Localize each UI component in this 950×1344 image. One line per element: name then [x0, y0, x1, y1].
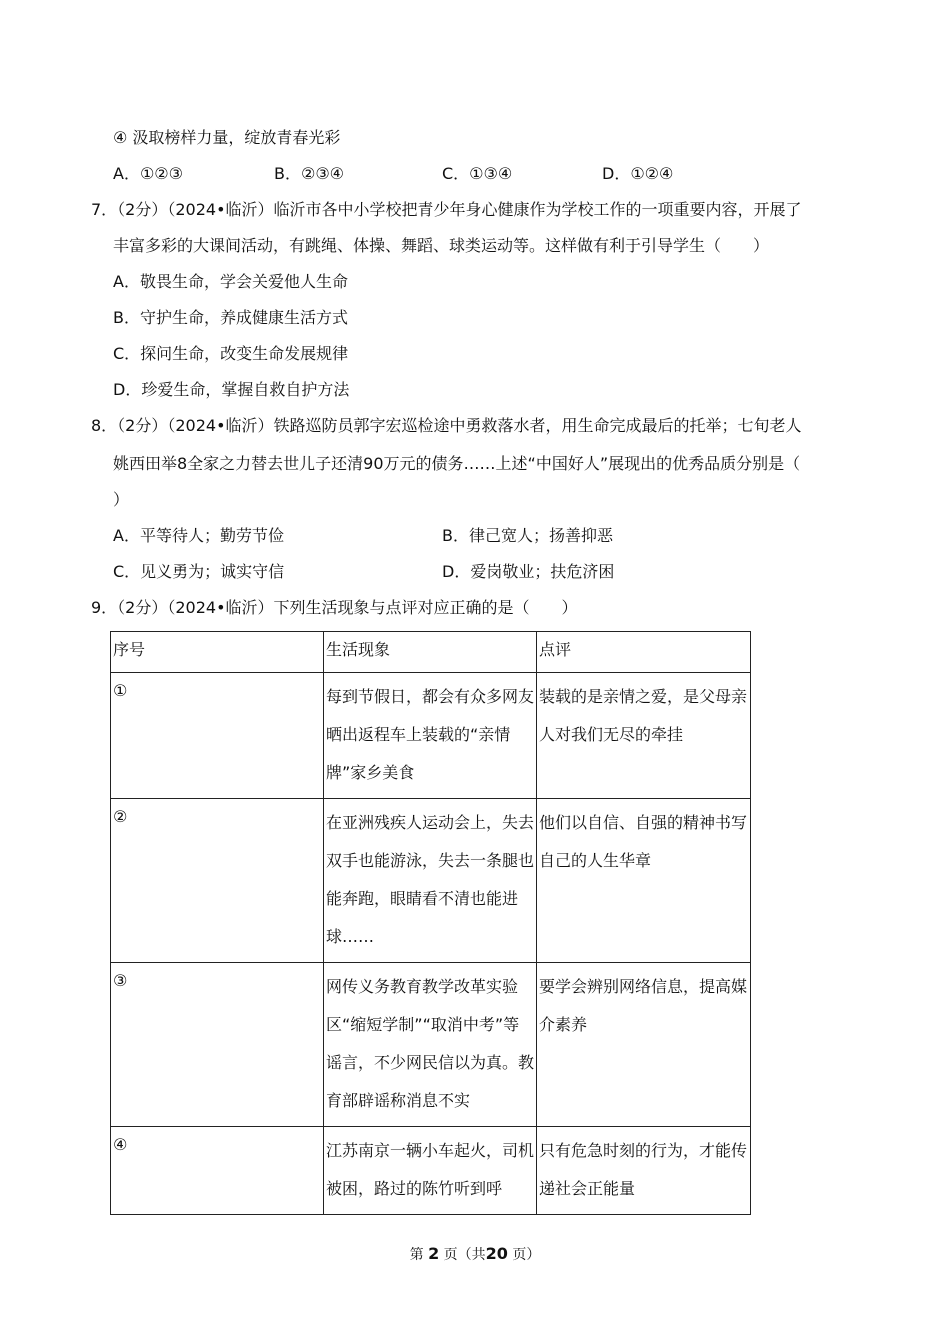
q7-choice-b: B．守护生命，养成健康生活方式: [113, 308, 348, 327]
q6-choice-c: C．①③④: [442, 164, 513, 183]
row-index: ④: [111, 1127, 324, 1215]
row-phenomenon: 网传义务教育教学改革实验区“缩短学制”“取消中考”等谣言，不少网民信以为真。教育部辟谣称消息不实: [324, 963, 537, 1127]
q8-stem-line-1: 8．（2分）（2024•临沂）铁路巡防员郭字宏巡检途中勇救落水者，用生命完成最后的托举；七旬老人: [91, 416, 802, 435]
q8-choice-c: C．见义勇为；诚实守信: [113, 562, 285, 581]
q9-stem: 9．（2分）（2024•临沂）下列生活现象与点评对应正确的是（ ）: [91, 598, 578, 617]
q9-table: [110, 631, 751, 1215]
q6-choice-a: A．①②③: [113, 164, 183, 183]
row-comment: 装载的是亲情之爱，是父母亲人对我们无尽的牵挂: [537, 673, 751, 799]
q7-stem-line-2: 丰富多彩的大课间活动，有跳绳、体操、舞蹈、球类运动等。这样做有利于引导学生（ ）: [113, 236, 770, 255]
header-phenomenon: 生活现象: [324, 632, 537, 673]
table-row: [111, 963, 751, 1127]
row-phenomenon: 在亚洲残疾人运动会上，失去双手也能游泳，失去一条腿也能奔跑，眼睛看不清也能进球……: [324, 799, 537, 963]
footer-suffix: 页）: [512, 1247, 541, 1263]
row-comment: 要学会辨别网络信息，提高媒介素养: [537, 963, 751, 1127]
table-row: [111, 673, 751, 799]
row-index: ②: [111, 799, 324, 963]
q8-choice-d: D．爱岗敬业；扶危济困: [442, 562, 615, 581]
q8-choice-a: A．平等待人；勤劳节俭: [113, 526, 284, 545]
q6-choice-d: D．①②④: [602, 164, 674, 183]
footer-page-number: 2: [428, 1244, 440, 1263]
q6-option-4: ④ 汲取榜样力量，绽放青春光彩: [113, 128, 341, 147]
header-comment: 点评: [537, 632, 751, 673]
row-phenomenon: 每到节假日，都会有众多网友晒出返程车上装载的“亲情牌”家乡美食: [324, 673, 537, 799]
q7-choice-c: C．探问生命，改变生命发展规律: [113, 344, 349, 363]
footer-prefix: 第: [409, 1247, 424, 1263]
row-comment: 只有危急时刻的行为，才能传递社会正能量: [537, 1127, 751, 1215]
q8-stem-line-3: ）: [113, 490, 130, 509]
footer-total-pages: 20: [485, 1244, 508, 1263]
row-phenomenon: 江苏南京一辆小车起火，司机被困，路过的陈竹听到呼: [324, 1127, 537, 1215]
table-row: [111, 799, 751, 963]
q7-choice-a: A．敬畏生命，学会关爱他人生命: [113, 272, 348, 291]
table-header-row: [111, 632, 751, 673]
header-index: 序号: [111, 632, 324, 673]
row-index: ③: [111, 963, 324, 1127]
q6-choice-b: B．②③④: [274, 164, 345, 183]
row-comment: 他们以自信、自强的精神书写自己的人生华章: [537, 799, 751, 963]
q8-choice-b: B．律己宽人；扬善抑恶: [442, 526, 613, 545]
row-index: ①: [111, 673, 324, 799]
table-row: [111, 1127, 751, 1215]
q7-stem-line-1: 7．（2分）（2024•临沂）临沂市各中小学校把青少年身心健康作为学校工作的一项重要内容，开展了: [91, 200, 802, 219]
q7-choice-d: D．珍爱生命，掌握自救自护方法: [113, 380, 350, 399]
page-footer: [0, 1244, 950, 1265]
footer-middle: 页（共: [443, 1247, 486, 1263]
q8-stem-line-2: 姚西田举8全家之力替去世儿子还清90万元的债务……上述“中国好人”展现出的优秀品质分别是（: [113, 454, 801, 473]
